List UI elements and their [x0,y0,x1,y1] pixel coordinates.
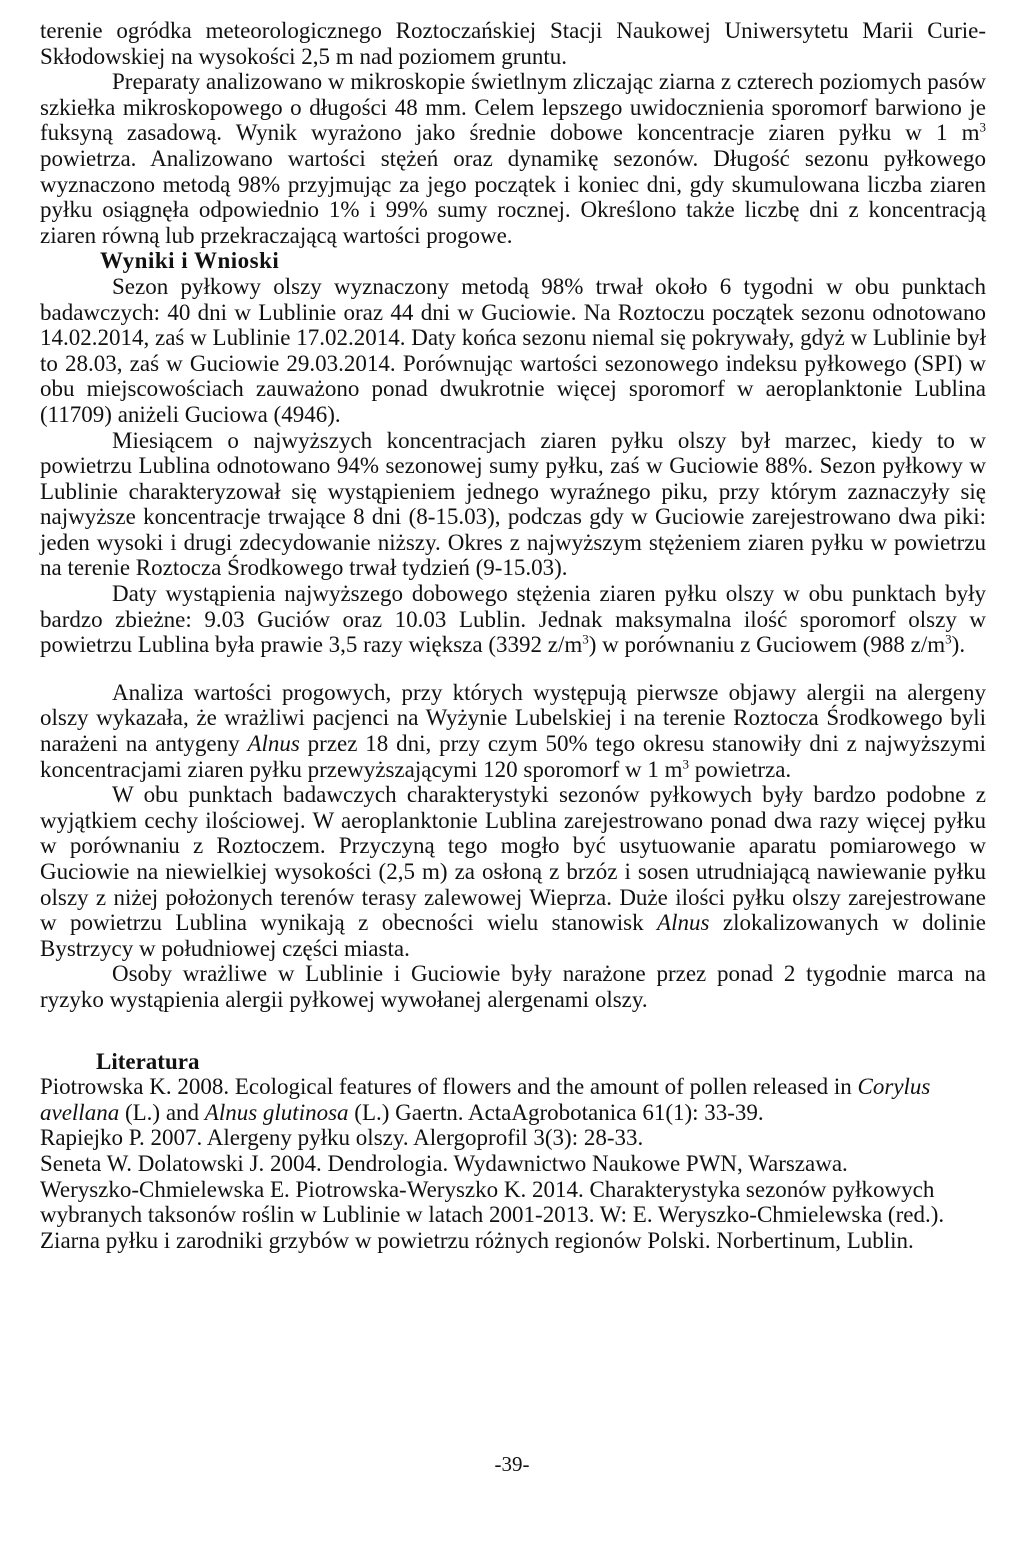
reference-list [40,1074,986,1253]
results-paragraph-4-text-b: przez 18 dni, przy czym 50% tego okresu stanowiły dni z najwyższymi koncentracjami ziaren pyłku przewyższającymi 120 sporomorf w 1 m [40,731,986,782]
reference-item [40,1074,986,1125]
superscript: 3 [582,631,589,647]
intro-paragraph-2 [40,69,986,248]
page-number: -39- [494,1452,530,1476]
reference-text: Piotrowska K. 2008. Ecological features of flowers and the amount of pollen released in [40,1074,858,1100]
taxon-name: Corylus avellana [40,1074,931,1125]
results-heading: Wyniki i Wnioski [100,248,280,274]
results-paragraph-3-text-c: ). [951,632,966,658]
superscript: 3 [682,755,689,771]
results-paragraph-5-text-b: zlokalizowanych w dolinie Bystrzycy w południowej części miasta. [40,910,987,961]
reference-text: (L.) Gaertn. ActaAgrobotanica 61(1): 33-39. [348,1099,764,1125]
literature-heading: Literatura [96,1048,200,1074]
superscript: 3 [979,119,986,135]
results-paragraph-4-text-c: powietrza. [689,756,792,782]
intro-paragraph-2-text-a: Preparaty analizowano w mikroskopie świetlnym zliczając ziarna z czterech poziomych pasów szkiełka mikroskopowego o długości 48 mm. Celem lepszego uwidocznienia sporomorf barwiono je fuksyną zasadową. Wynik wyrażono jako średnie dobowe koncentracje ziaren pyłku w 1 m [40,69,986,146]
intro-paragraph-2-text-b: powietrza. Analizowano wartości stężeń oraz dynamikę sezonów. Długość sezonu pyłkowego wyznaczono metodą 98% przyjmując za jego początek i koniec dni, gdy skumulowana liczba ziaren pyłku osiągnęła odpowiednio 1% i 99% sumy rocznej. Określono także liczbę dni z koncentracją ziaren równą lub przekraczającą wartości progowe. [40,145,986,248]
reference-item: Rapiejko P. 2007. Alergeny pyłku olszy. Alergoprofil 3(3): 28-33. [40,1125,644,1151]
taxon-name: Alnus [247,731,300,757]
results-paragraph-6: Osoby wrażliwe w Lublinie i Guciowie były narażone przez ponad 2 tygodnie marca na ryzyko wystąpienia alergii pyłkowej wywołanej alergenami olszy. [40,961,986,1012]
reference-item: Seneta W. Dolatowski J. 2004. Dendrologia. Wydawnictwo Naukowe PWN, Warszawa. [40,1150,848,1176]
superscript: 3 [945,631,952,647]
results-paragraph-3-text-a: Daty wystąpienia najwyższego dobowego stężenia ziaren pyłku olszy w obu punktach były bardzo zbieżne: 9.03 Guciów oraz 10.03 Lublin. Jednak maksymalna ilość sporomorf olszy w powietrzu Lublina była prawie 3,5 razy większa (3392 z/m [40,581,986,658]
results-paragraph-4 [40,680,986,782]
results-paragraph-3 [40,581,986,658]
results-paragraph-4-text-a: Analiza wartości progowych, przy których występują pierwsze objawy alergii na alergeny olszy wykazała, że wrażliwi pacjenci na Wyżynie Lubelskiej i na terenie Roztocza Środkowego byli narażeni na antygeny [40,679,986,757]
taxon-name: Alnus [657,910,710,936]
reference-text: (L.) and [119,1099,205,1125]
results-paragraph-2: Miesiącem o najwyższych koncentracjach ziaren pyłku olszy był marzec, kiedy to w powietrzu Lublina odnotowano 94% sezonowej sumy pyłku, zaś w Guciowie 88%. Sezon pyłkowy w Lublinie charakteryzował się wystąpieniem jednego wyraźnego piku, przy którym zaznaczyły się najwyższe koncentracje trwające 8 dni (8-15.03), podczas gdy w Guciowie zarejestrowano dwa piki: jeden wysoki i drugi zdecydowanie niższy. Okres z najwyższym stężeniem ziaren pyłku w powietrzu na terenie Roztocza Środkowego trwał tydzień (9-15.03). [40,427,986,581]
taxon-name: Alnus glutinosa [204,1099,349,1125]
results-paragraph-5 [40,782,986,961]
results-paragraph-3-text-b: ) w porównaniu z Guciowem (988 z/m [588,632,946,658]
intro-paragraph-1: terenie ogródka meteorologicznego Roztoczańskiej Stacji Naukowej Uniwersytetu Marii Curie-Skłodowskiej na wysokości 2,5 m nad poziomem gruntu. [40,18,986,69]
results-paragraph-1: Sezon pyłkowy olszy wyznaczony metodą 98% trwał około 6 tygodni w obu punktach badawczych: 40 dni w Lublinie oraz 44 dni w Guciowie. Na Roztoczu początek sezonu odnotowano 14.02.2014, zaś w Lublinie 17.02.2014. Daty końca sezonu niemal się pokrywały, gdyż w Lublinie był to 28.03, zaś w Guciowie 29.03.2014. Porównując wartości sezonowego indeksu pyłkowego (SPI) w obu miejscowościach zauważono ponad dwukrotnie więcej sporomorf w aeroplanktonie Lublina (11709) aniżeli Guciowa (4946). [40,273,986,427]
results-paragraph-5-text-a: W obu punktach badawczych charakterystyki sezonów pyłkowych były bardzo podobne z wyjątkiem cechy ilościowej. W aeroplanktonie Lublina zarejestrowano ponad dwa razy więcej pyłku w porównaniu z Roztoczem. Przyczyną tego mogło być usytuowanie aparatu pomiarowego w Guciowie na niewielkiej wysokości (2,5 m) za osłoną z brzóz i sosen utrudniającą nawiewanie pyłku olszy z niżej położonych terenów terasy zalewowej Wieprza. Duże ilości pyłku olszy zarejestrowane w powietrzu Lublina wynikają z obecności wielu stanowisk [40,782,986,936]
reference-item: Weryszko-Chmielewska E. Piotrowska-Weryszko K. 2014. Charakterystyka sezonów pyłkowych wybranych taksonów roślin w Lublinie w latach 2001-2013. W: E. Weryszko-Chmielewska (red.). Ziarna pyłku i zarodniki grzybów w powietrzu różnych regionów Polski. Norbertinum, Lublin. [40,1176,945,1253]
page-content [40,18,986,1253]
